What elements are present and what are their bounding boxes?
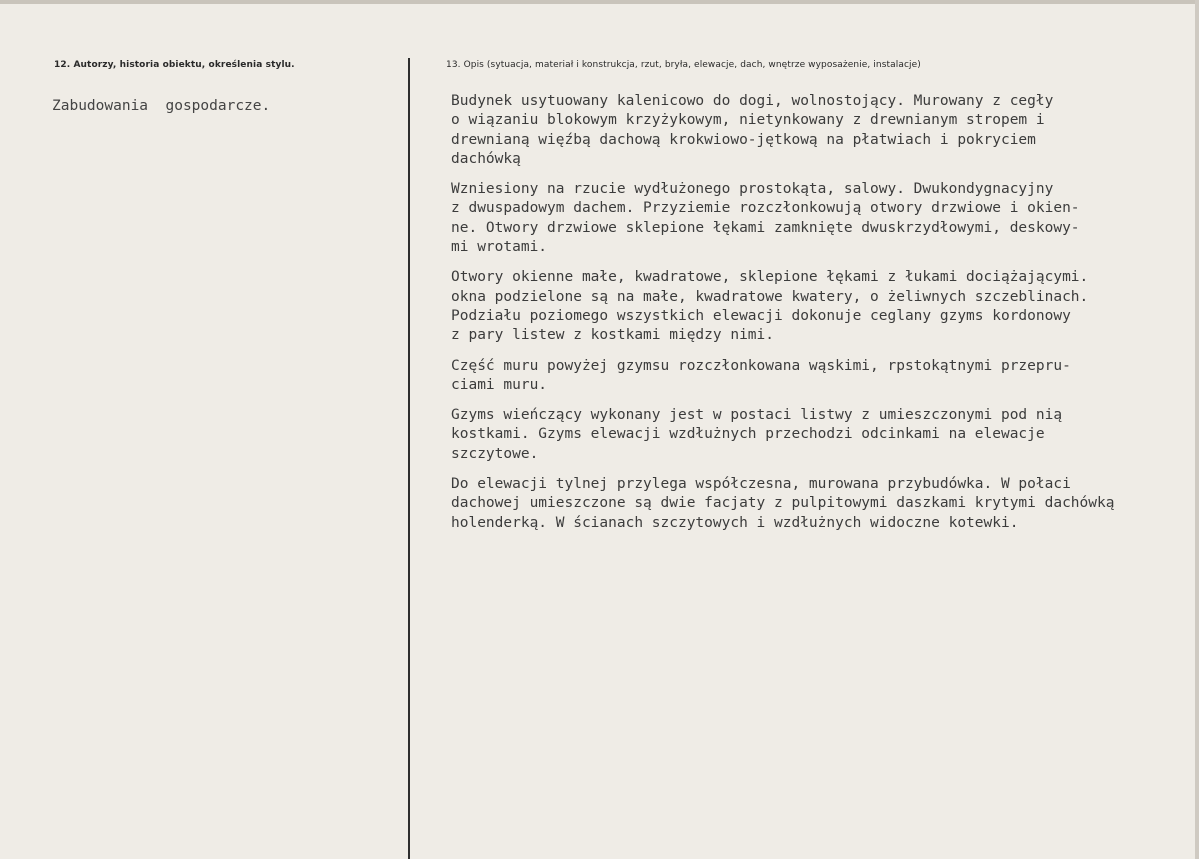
section-13-header: 13. Opis (sytuacja, materiał i konstrukcja, rzut, bryła, elewacje, dach, wnętrze wyposażenie, instalacje) (446, 60, 921, 70)
text-line: z pary listew z kostkami między nimi. (451, 327, 775, 344)
paragraph-5 (451, 406, 1186, 464)
text-line: kostkami. Gzyms elewacji wzdłużnych przechodzi odcinkami na elewacje (451, 426, 1045, 443)
text-line: ne. Otwory drzwiowe sklepione łękami zamknięte dwuskrzydłowymi, deskowy- (451, 219, 1080, 236)
paper-edge-right (1195, 0, 1199, 859)
paragraph-6 (451, 475, 1186, 533)
paragraph-3 (451, 268, 1186, 345)
description-body (451, 92, 1186, 544)
text-line: Budynek usytuowany kalenicowo do dogi, wolnostojący. Murowany z cegły (451, 93, 1054, 109)
paragraph-4 (451, 357, 1186, 396)
text-line: mi wrotami. (451, 239, 548, 256)
column-divider (408, 58, 410, 859)
text-line: Do elewacji tylnej przylega współczesna, murowana przybudówka. W połaci (451, 476, 1071, 493)
text-line: dachowej umieszczone są dwie facjaty z pulpitowymi daszkami krytymi dachówką (451, 495, 1115, 512)
text-line: drewnianą więźbą dachową krokwiowo-jętkową na płatwiach i pokryciem (451, 131, 1036, 148)
text-line: Wzniesiony na rzucie wydłużonego prostokąta, salowy. Dwukondygnacyjny (451, 181, 1054, 198)
paragraph-1 (451, 92, 1186, 169)
paragraph-2 (451, 180, 1186, 257)
paper-edge-top (0, 0, 1199, 4)
section-12-header: 12. Autorzy, historia obiektu, określenia stylu. (54, 60, 295, 70)
text-line: Otwory okienne małe, kwadratowe, sklepione łękami z łukami dociążającymi. (451, 269, 1089, 286)
text-line: o wiązaniu blokowym krzyżykowym, nietynkowany z drewnianym stropem i (451, 112, 1045, 129)
text-line: Gzyms wieńczący wykonany jest w postaci listwy z umieszczonymi pod nią (451, 407, 1063, 424)
text-line: Część muru powyżej gzymsu rozczłonkowana wąskimi, rpstokątnymi przepru- (451, 357, 1071, 374)
text-line: z dwuspadowym dachem. Przyziemie rozczłonkowują otwory drzwiowe i okien- (451, 200, 1080, 217)
text-line: szczytowe. (451, 445, 539, 462)
text-line: ciami muru. (451, 376, 548, 393)
authors-history-text: Zabudowania gospodarcze. (52, 98, 271, 114)
text-line: holenderką. W ścianach szczytowych i wzdłużnych widoczne kotewki. (451, 514, 1019, 531)
text-line: dachówką (451, 150, 521, 167)
text-line: okna podzielone są na małe, kwadratowe kwatery, o żeliwnych szczeblinach. (451, 288, 1089, 305)
text-line: Podziału poziomego wszystkich elewacji dokonuje ceglany gzyms kordonowy (451, 307, 1071, 324)
